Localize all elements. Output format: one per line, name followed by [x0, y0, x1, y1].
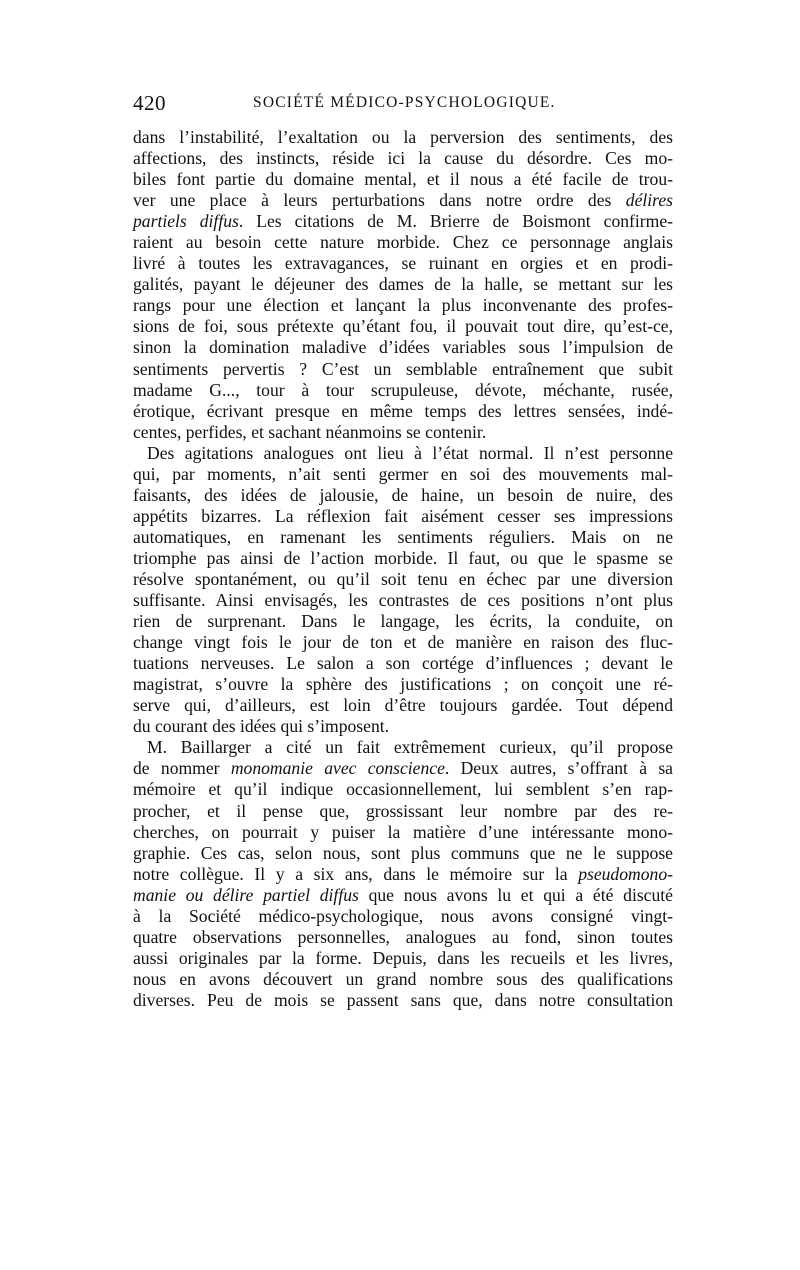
text-line: M. Baillarger a cité un fait extrêmement curieux, qu’il propose — [147, 737, 673, 758]
page-header — [133, 91, 683, 117]
paragraph-2 — [133, 443, 673, 738]
text-line: cherches, on pourrait y puiser la matière d’une intéressante mono- — [133, 821, 673, 842]
text-line: madame G..., tour à tour scrupuleuse, dévote, méchante, rusée, — [133, 379, 673, 400]
text-line: Des agitations analogues ont lieu à l’état normal. Il n’est personne — [147, 442, 673, 463]
text-line: graphie. Ces cas, selon nous, sont plus communs que ne le suppose — [133, 842, 673, 863]
text-line: tuations nerveuses. Le salon a son cortége d’influences ; devant le — [133, 653, 673, 674]
text-line: change vingt fois le jour de ton et de manière en raison des fluc- — [133, 632, 673, 653]
text-line: dans l’instabilité, l’exaltation ou la perversion des sentiments, des — [133, 127, 673, 147]
text-line: partiels diffus. Les citations de M. Brierre de Boismont confirme- — [133, 211, 674, 232]
text-line: diverses. Peu de mois se passent sans que, dans notre consultation — [133, 989, 673, 1010]
text-line: affections, des instincts, réside ici la cause du désordre. Ces mo- — [133, 148, 673, 169]
text-line: sentiments pervertis ? C’est un semblable entraînement que subit — [133, 358, 673, 379]
text-line: sions de foi, sous prétexte qu’étant fou, il pouvait tout dire, qu’est-ce, — [133, 316, 673, 337]
text-line: quatre observations personnelles, analogues au fond, sinon toutes — [133, 926, 673, 947]
text-line: mémoire et qu’il indique occasionnellement, lui semblent s’en rap- — [133, 779, 673, 800]
text-line: érotique, écrivant presque en même temps des lettres sensées, indé- — [133, 400, 673, 421]
text-line: suffisante. Ainsi envisagés, les contrastes de ces positions n’ont plus — [133, 590, 673, 611]
text-line: résolve spontanément, ou qu’il soit tenu en échec par une diversion — [133, 568, 673, 589]
text-line: faisants, des idées de jalousie, de haine, un besoin de nuire, des — [133, 484, 673, 505]
text-line: automatiques, en ramenant les sentiments réguliers. Mais on ne — [133, 526, 673, 547]
page-number: 420 — [133, 91, 166, 115]
text-line: qui, par moments, n’ait senti germer en soi des mouvements mal- — [133, 463, 673, 484]
text-line: biles font partie du domaine mental, et il nous a été facile de trou- — [133, 169, 673, 190]
text-line: ver une place à leurs perturbations dans notre ordre des délires — [133, 190, 673, 211]
paragraph-3 — [133, 737, 673, 1011]
text-line: sinon la domination maladive d’idées variables sous l’impulsion de — [133, 337, 673, 358]
running-title: SOCIÉTÉ MÉDICO-PSYCHOLOGIQUE. — [253, 94, 556, 111]
paragraph-1 — [133, 127, 673, 443]
text-line: galités, payant le déjeuner des dames de la halle, se mettant sur les — [133, 274, 673, 295]
text-line: nous en avons découvert un grand nombre sous des qualifications — [133, 968, 673, 989]
text-line: de nommer monomanie avec conscience. Deux autres, s’offrant à sa — [133, 758, 673, 779]
text-line: à la Société médico-psychologique, nous avons consigné vingt- — [133, 905, 673, 926]
body-text — [133, 127, 673, 1011]
text-line: serve qui, d’ailleurs, est loin d’être toujours gardée. Tout dépend — [133, 695, 673, 716]
text-line: manie ou délire partiel diffus que nous avons lu et qui a été discuté — [133, 884, 673, 905]
text-line: aussi originales par la forme. Depuis, dans les recueils et les livres, — [133, 947, 673, 968]
text-line: magistrat, s’ouvre la sphère des justifications ; on conçoit une ré- — [133, 674, 673, 695]
text-line: triomphe pas ainsi de l’action morbide. Il faut, ou que le spasme se — [133, 547, 673, 568]
text-line: appétits bizarres. La réflexion fait aisément cesser ses impressions — [133, 505, 673, 526]
text-line: raient au besoin cette nature morbide. Chez ce personnage anglais — [133, 232, 673, 253]
text-line: rien de surprenant. Dans le langage, les écrits, la conduite, on — [133, 611, 673, 632]
text-line: notre collègue. Il y a six ans, dans le mémoire sur la pseudomono- — [133, 863, 673, 884]
text-line: livré à toutes les extravagances, se ruinant en orgies et en prodi- — [133, 253, 673, 274]
text-line: du courant des idées qui s’imposent. — [133, 716, 390, 737]
text-line: procher, et il pense que, grossissant leur nombre par des re- — [133, 800, 673, 821]
text-line: centes, perfides, et sachant néanmoins se contenir. — [133, 421, 487, 442]
text-line: rangs pour une élection et lançant la plus inconvenante des profes- — [133, 295, 673, 316]
